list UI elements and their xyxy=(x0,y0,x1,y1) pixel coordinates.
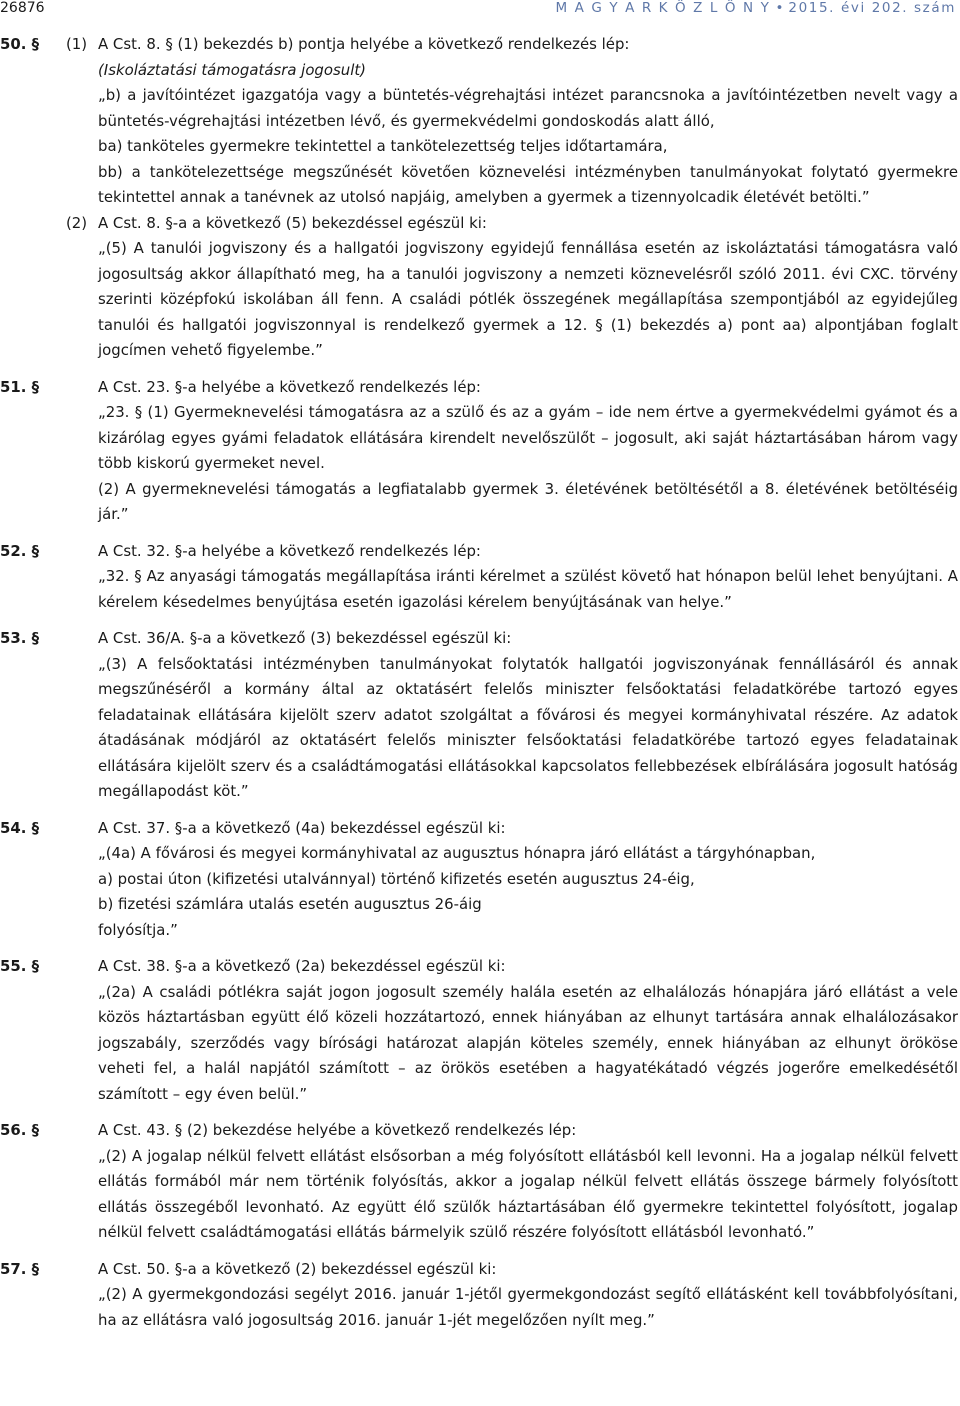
section-57 xyxy=(0,1257,958,1334)
amendment-text: „(2a) A családi pótlékra saját jogon jogosult személy halála esetén az elhalálozás hónapjára járó ellátást a vele közös háztartásban együtt élő közeli hozzátartozó, ennek hiányában az elhunyt tartására annak elhalálozásakor jogszabály, szerződés vagy bírósági határozat alapján köteles személy, ennek hiányában az elhunyt örököse veheti fel, a halál napjától számított – az örökös esetében a hagyatékátadó végzés jogerőre emelkedésétől számított – egy éven belül.” xyxy=(98,982,958,1103)
section-number: 50. § xyxy=(0,35,40,53)
amendment-point-ba: ba) tanköteles gyermekre tekintettel a tankötelezettség teljes időtartamára, xyxy=(98,137,668,155)
section-51 xyxy=(0,375,958,528)
amendment-text: (2) A gyermeknevelési támogatás a legfiatalabb gyermek 3. életévének betöltésétől a 8. életévének betöltéséig jár.” xyxy=(98,479,958,523)
section-number: 57. § xyxy=(0,1259,40,1278)
journal-issue: 2015. évi 202. szám xyxy=(788,0,956,16)
amendment-point-b: b) fizetési számlára utalás esetén augusztus 26-áig xyxy=(98,895,482,913)
amendment-intro: A Cst. 38. §-a a következő (2a) bekezdéssel egészül ki: xyxy=(98,957,506,975)
amendment-text: „(3) A felsőoktatási intézményben tanulmányokat folytatók hallgatói jogviszonyának fennállásáról és annak megszűnéséről a kormány által az oktatásért felelős miniszter felsőoktatási feladatkörébe tartozó egyes feladatainak ellátására kijelölt szerv adatot szolgáltat a fővárosi és megyei kormányhivatal részére. Az adatok átadásának módjáról az oktatásért felelős miniszter felsőoktatási feladatkörébe tartozó egyes feladatainak ellátására kijelölt szerv és a családtámogatási ellátásokkal kapcsolatos fellebbezések elbírálására jogosult hatóság megállapodást köt.” xyxy=(98,654,958,800)
section-number: 55. § xyxy=(0,957,40,975)
section-50 xyxy=(0,32,958,364)
section-number: 54. § xyxy=(0,818,40,837)
section-54 xyxy=(0,816,958,944)
page-number: 26876 xyxy=(0,0,45,16)
document-body xyxy=(0,32,958,1333)
amendment-point-a: a) postai úton (kifizetési utalvánnyal) történő kifizetés esetén augusztus 24-éig, xyxy=(98,869,695,888)
amendment-point-bb: bb) a tankötelezettsége megszűnését követően köznevelési intézményben tanulmányokat folytató gyermekre tekintettel annak a tanévnek az utolsó napjáig, amelyben a gyermek a tizennyolcadik életévét betölti.” xyxy=(98,162,958,206)
section-number: 51. § xyxy=(0,377,40,396)
amendment-intro: A Cst. 23. §-a helyébe a következő rendelkezés lép: xyxy=(98,377,481,396)
section-number: 53. § xyxy=(0,629,40,647)
section-number: 52. § xyxy=(0,541,40,560)
amendment-text: „23. § (1) Gyermeknevelési támogatásra az a szülő és az a gyám – ide nem értve a gyermekvédelmi gyámot és a kizárólag egyes gyámi feladatok ellátására kirendelt nevelőszülőt – jogosult, aki saját háztartásában három vagy több kiskorú gyermeket nevel. xyxy=(98,403,958,472)
amendment-text: „(2) A gyermekgondozási segélyt 2016. január 1-jétől gyermekgondozást segítő ellátásként kell továbbfolyósítani, ha az ellátásra való jogosultság 2016. január 1-jét megelőzően nyílt meg.” xyxy=(98,1285,958,1329)
amendment-text: „(4a) A fővárosi és megyei kormányhivatal az augusztus hónapra járó ellátást a tárgyhónapban, xyxy=(98,844,816,862)
subsection-label: (2) xyxy=(66,213,88,232)
journal-title xyxy=(556,0,956,16)
section-53 xyxy=(0,626,958,805)
amendment-point-b: „b) a javítóintézet igazgatója vagy a büntetés-végrehajtási intézet parancsnoka a javítóintézetben nevelt vagy a büntetés-végrehajtási intézetben lévő, és gyermekvédelmi gondoskodás alatt álló, xyxy=(98,86,958,130)
subsection-label: (1) xyxy=(66,35,88,53)
section-52 xyxy=(0,539,958,616)
amendment-text: „(2) A jogalap nélkül felvett ellátást elsősorban a még folyósított ellátásból kell levonni. Ha a jogalap nélkül felvett ellátás formából már nem történik folyósítás, akkor a jogalap nélkül felvett ellátás összege bármely folyósított ellátás összegéből levonható. Az együtt élő szülők háztartásában élő gyermekre tekintettel folyósított, jogalap nélkül felvett családtámogatási ellátás bármelyik szülő részére folyósított ellátásból levonható.” xyxy=(98,1146,958,1241)
amendment-intro: A Cst. 50. §-a a következő (2) bekezdéssel egészül ki: xyxy=(98,1259,497,1278)
section-55 xyxy=(0,954,958,1107)
amendment-heading: (Iskoláztatási támogatásra jogosult) xyxy=(98,60,366,79)
amendment-intro: A Cst. 37. §-a a következő (4a) bekezdéssel egészül ki: xyxy=(98,818,506,837)
amendment-text: folyósítja.” xyxy=(98,920,178,939)
subsection-2 xyxy=(66,211,958,364)
amendment-intro: A Cst. 32. §-a helyébe a következő rendelkezés lép: xyxy=(98,541,481,560)
amendment-intro: A Cst. 36/A. §-a a következő (3) bekezdéssel egészül ki: xyxy=(98,629,512,647)
page-header xyxy=(0,0,960,24)
amendment-text: „(5) A tanulói jogviszony és a hallgatói jogviszony egyidejű fennállása esetén az iskoláztatási támogatásra való jogosultság akkor állapítható meg, ha a tanulói jogviszony a nemzeti köznevelésről szóló 2011. évi CXC. törvény szerinti középfokú iskolában áll fenn. A családi pótlék összegének megállapítása szempontjából az egyidejűleg tanulói és hallgatói jogviszonnyal is rendelkező gyermek a 12. § (1) bekezdés a) pont aa) alpontjában foglalt jogcímen vehető figyelembe.” xyxy=(98,239,958,359)
section-number: 56. § xyxy=(0,1121,40,1139)
header-separator: • xyxy=(775,0,784,16)
amendment-intro: A Cst. 8. § (1) bekezdés b) pontja helyébe a következő rendelkezés lép: xyxy=(98,35,630,53)
section-56 xyxy=(0,1118,958,1246)
amendment-intro: A Cst. 8. §-a a következő (5) bekezdéssel egészül ki: xyxy=(98,213,487,232)
amendment-text: „32. § Az anyasági támogatás megállapítása iránti kérelmet a szülést követő hat hónapon belül lehet benyújtani. A kérelem késedelmes benyújtása esetén igazolási kérelem benyújtásának van helye.” xyxy=(98,567,958,611)
amendment-intro: A Cst. 43. § (2) bekezdése helyébe a következő rendelkezés lép: xyxy=(98,1121,577,1139)
journal-name: M A G Y A R K Ö Z L Ö N Y xyxy=(555,0,771,16)
